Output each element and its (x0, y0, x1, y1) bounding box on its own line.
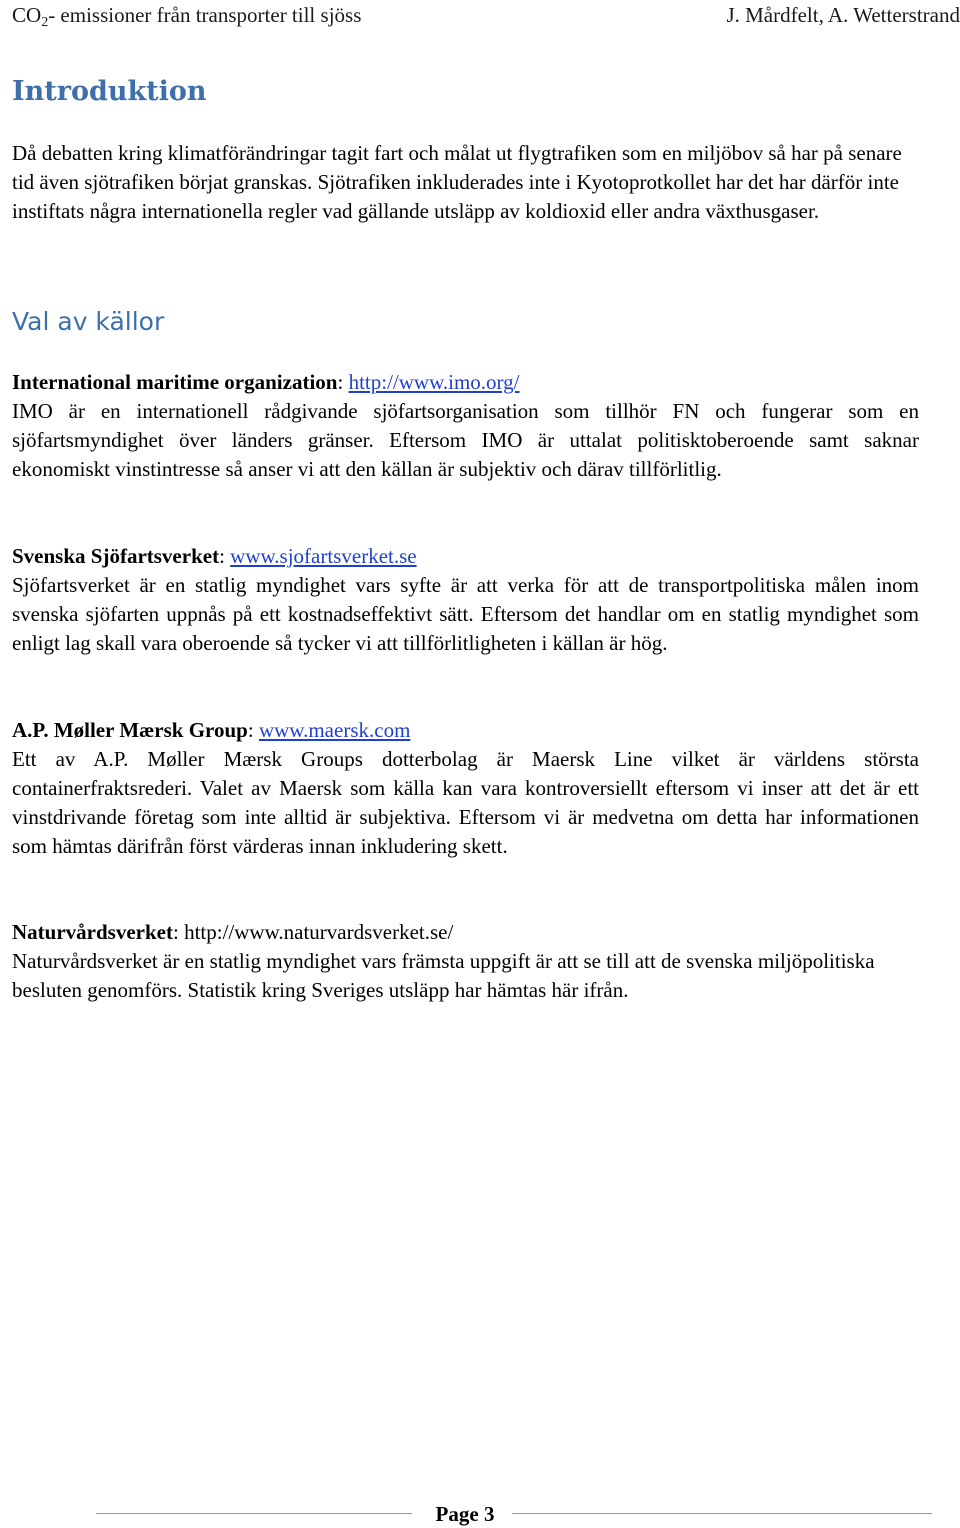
source-maersk-separator: : (247, 718, 259, 742)
source-naturvardsverket-url: http://www.naturvardsverket.se/ (184, 920, 454, 944)
source-maersk-title-line (12, 716, 919, 745)
source-imo-title-line (12, 368, 919, 397)
source-naturvardsverket-name: Naturvårdsverket (12, 920, 173, 944)
source-maersk-link[interactable]: www.maersk.com (258, 718, 411, 742)
source-sjofartsverket-description: Sjöfartsverket är en statlig myndighet vars syfte är att verka för att de transportpolitiska målen inom svenska sjöfarten uppnås på ett kostnadseffektivt sätt. Eftersom det handlar om en statlig myndighet som enligt lag skall vara oberoende så tycker vi att tillförlitligheten i källan är hög. (12, 573, 919, 655)
title-suffix: - emissioner från transporter till sjöss (48, 3, 362, 27)
page-number: Page 3 (435, 1502, 495, 1526)
introduction-heading: Introduktion (12, 76, 207, 107)
source-maersk-description: Ett av A.P. Møller Mærsk Groups dotterbolag är Maersk Line vilket är världens största containerfraktsrederi. Valet av Maersk som källa kan vara kontroversiellt eftersom vi inser att det är ett vinstdrivande företag som inte alltid är subjektiva. Eftersom vi är medvetna om detta har informationen som hämtas därifrån först värderas innan inkludering skett. (12, 747, 919, 858)
title-subscript: 2 (41, 15, 49, 30)
page-header (12, 2, 960, 32)
source-imo-link[interactable]: http://www.imo.org/ (348, 370, 520, 394)
source-sjofartsverket-title-line (12, 542, 919, 571)
introduction-paragraph: Då debatten kring klimatförändringar tagit fart och målat ut flygtrafiken som en miljöbov så har på senare tid även sjötrafiken börjat granskas. Sjötrafiken inkluderades inte i Kyotoprotkollet har det har därför inte instiftats några internationella regler vad gällande utsläpp av koldioxid eller andra växthusgaser. (12, 141, 902, 223)
source-maersk-name: A.P. Møller Mærsk Group (12, 718, 248, 742)
source-naturvardsverket-description: Naturvårdsverket är en statlig myndighet vars främsta uppgift är att se till att de svenska miljöpolitiska besluten genomförs. Statistik kring Sveriges utsläpp har hämtas här ifrån. (12, 949, 875, 1002)
source-naturvardsverket-title-line (12, 918, 919, 947)
source-sjofartsverket-link[interactable]: www.sjofartsverket.se (230, 544, 417, 568)
source-imo-name: International maritime organization (12, 370, 338, 394)
source-sjofartsverket-separator: : (219, 544, 231, 568)
title-prefix: CO (12, 3, 42, 27)
source-imo-description: IMO är en internationell rådgivande sjöfartsorganisation som tillhör FN och fungerar som en sjöfartsmyndighet över länders gränser. Eftersom IMO är uttalat politisktoberoende samt saknar ekonomiskt vinstintresse så anser vi att den källan är subjektiv och därav tillförlitlig. (12, 399, 919, 481)
document-title (12, 2, 361, 28)
source-imo-separator: : (337, 370, 349, 394)
document-authors: J. Mårdfelt, A. Wetterstrand (726, 3, 960, 27)
source-naturvardsverket-separator: : (172, 920, 185, 944)
sources-heading: Val av källor (12, 307, 165, 336)
source-sjofartsverket-name: Svenska Sjöfartsverket (12, 544, 220, 568)
